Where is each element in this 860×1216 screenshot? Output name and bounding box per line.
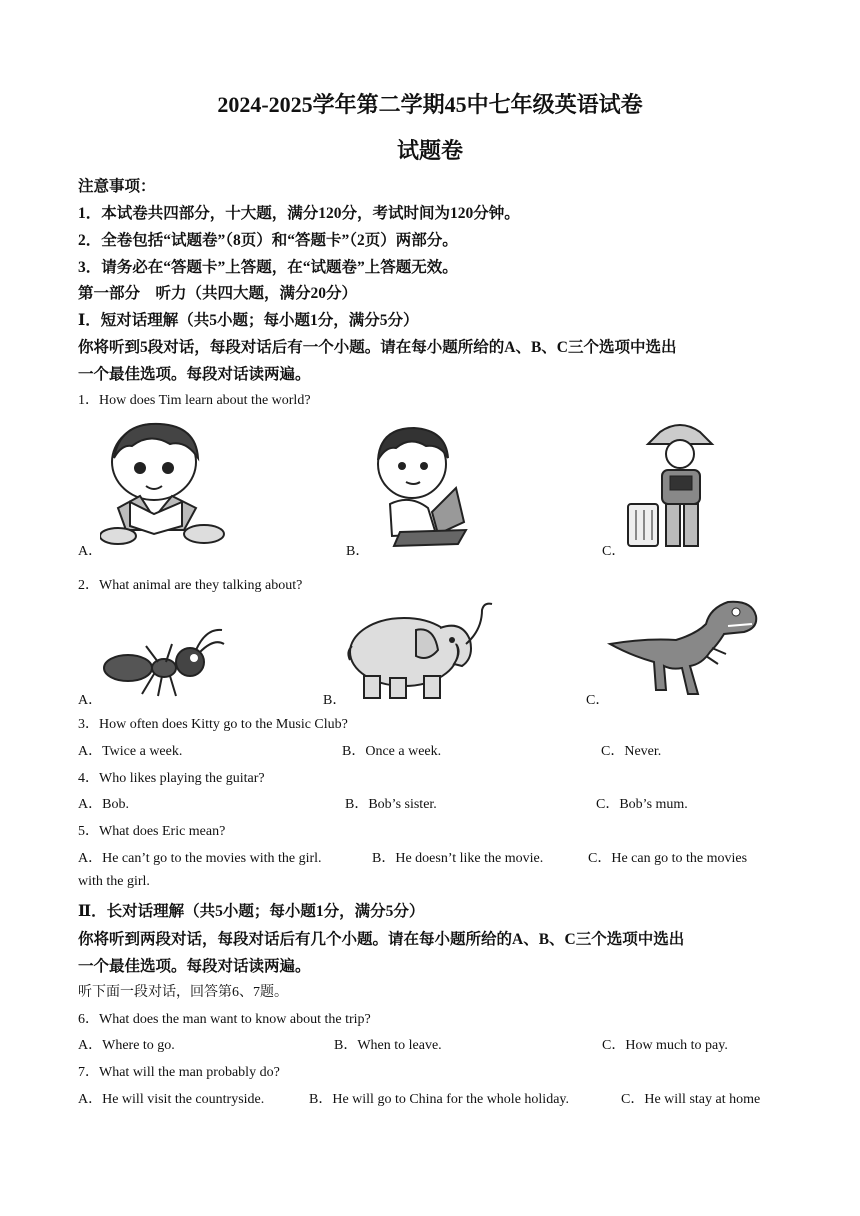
q7-stem: 7．What will the man probably do? [78,1065,280,1080]
q5-stem: 5．What does Eric mean? [78,824,226,839]
q5-option-a: A．He can’t go to the movies with the girl. [78,851,322,866]
boy-using-laptop-image [370,424,470,556]
q7-option-b: B．He will go to China for the whole holiday. [309,1092,569,1107]
section2-heading: Ⅱ．长对话理解（共5小题；每小题1分，满分5分） [78,903,425,920]
elephant-image [344,600,496,700]
section2-instruction-line1: 你将听到两段对话，每段对话后有几个小题。请在每小题所给的A、B、C三个选项中选出 [78,931,685,948]
note-item-3: 3．请务必在“答题卡”上答题，在“试题卷”上答题无效。 [78,259,458,276]
q3-stem: 3．How often does Kitty go to the Music Club? [78,717,348,732]
q5-option-b: B．He doesn’t like the movie. [372,851,544,866]
q2-option-a: A． [78,693,103,708]
section1-instruction-line1: 你将听到5段对话，每段对话后有一个小题。请在每小题所给的A、B、C三个选项中选出 [78,339,677,356]
q6-option-a: A．Where to go. [78,1038,175,1053]
ant-image [102,624,228,700]
q4-option-a: A．Bob. [78,797,129,812]
q5-option-c: C．He can go to the movies [588,851,748,866]
q3-option-c: C．Never. [601,744,662,759]
section1-instruction-line2: 一个最佳选项。每段对话读两遍。 [78,366,311,383]
q6-option-b: B．When to leave. [334,1038,442,1053]
part1-heading: 第一部分 听力（共四大题，满分20分） [78,285,358,302]
q1-stem: 1．How does Tim learn about the world? [78,393,311,408]
q4-option-b: B．Bob’s sister. [345,797,437,812]
q5-option-c-continued: with the girl. [78,874,150,889]
q1-option-b: B． [346,544,370,559]
q7-option-c: C．He will stay at home [621,1092,761,1107]
q4-stem: 4．Who likes playing the guitar? [78,771,265,786]
boy-traveling-with-camera-image [624,420,724,552]
exam-subtitle: 试题卷 [396,138,463,163]
q2-stem: 2．What animal are they talking about? [78,578,303,593]
q2-option-b: B． [323,693,347,708]
q4-option-c: C．Bob’s mum. [596,797,688,812]
q3-option-a: A．Twice a week. [78,744,183,759]
q6-option-c: C．How much to pay. [602,1038,728,1053]
section2-lead: 听下面一段对话，回答第6、7题。 [78,985,288,1000]
q6-stem: 6．What does the man want to know about the trip? [78,1012,371,1027]
exam-title: 2024-2025学年第二学期45中七年级英语试卷 [217,92,643,117]
q1-option-c: C． [602,544,626,559]
note-item-1: 1．本试卷共四部分，十大题，满分120分，考试时间为120分钟。 [78,205,520,222]
section2-instruction-line2: 一个最佳选项。每段对话读两遍。 [78,958,311,975]
q2-option-c: C． [586,693,610,708]
dinosaur-image [606,594,762,700]
notes-heading: 注意事项： [78,178,156,195]
note-item-2: 2．全卷包括“试题卷”（8页）和“答题卡”（2页）两部分。 [78,232,458,249]
boy-reading-book-image [100,418,230,550]
section1-heading: Ⅰ．短对话理解（共5小题；每小题1分，满分5分） [78,312,419,329]
q3-option-b: B．Once a week. [342,744,442,759]
q1-option-a: A． [78,544,103,559]
q7-option-a: A．He will visit the countryside. [78,1092,265,1107]
